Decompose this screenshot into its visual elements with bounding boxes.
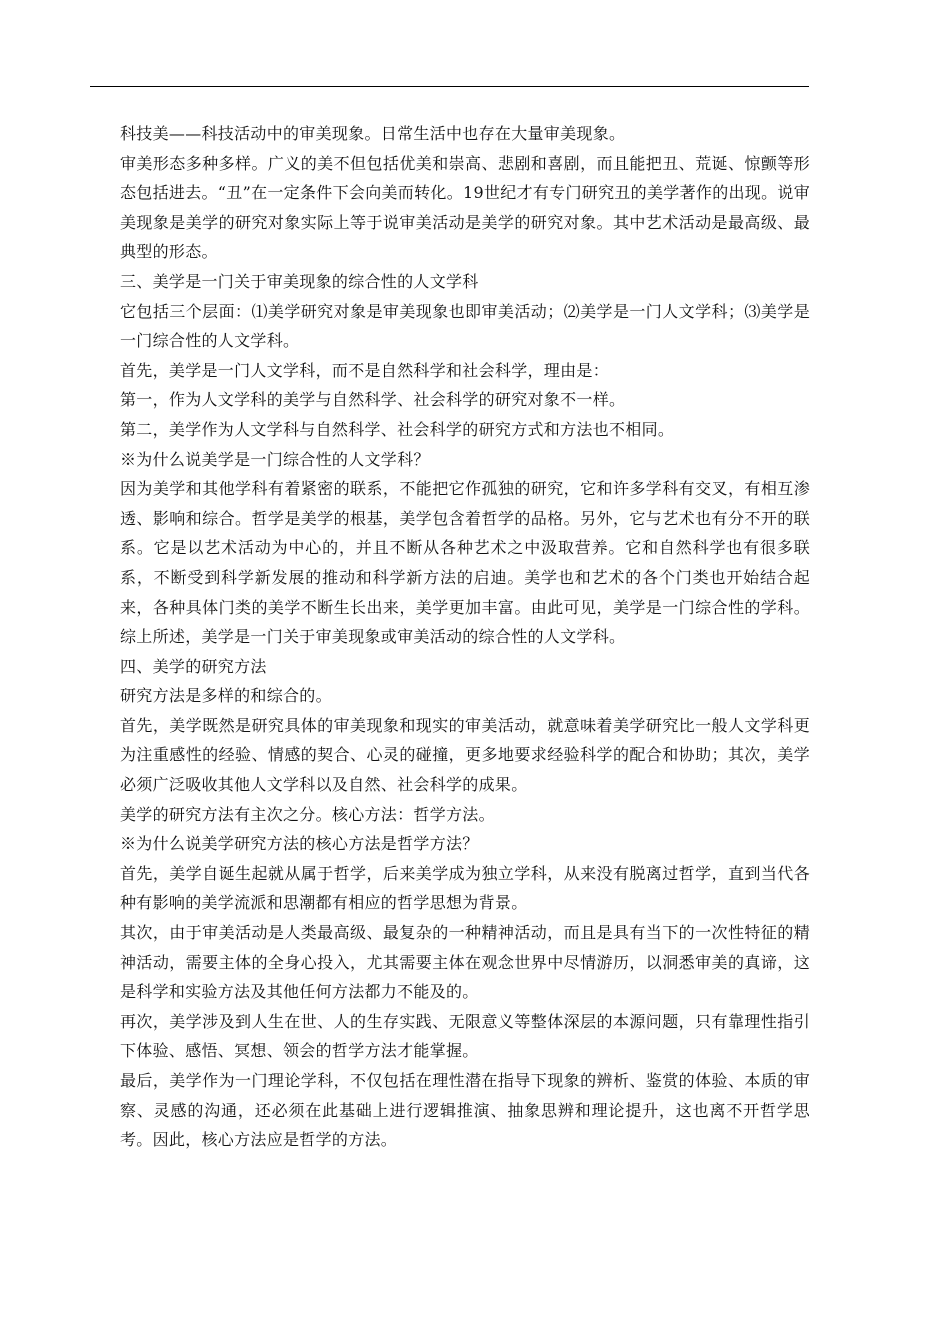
header-rule [90,86,809,87]
question-comprehensive: ※为什么说美学是一门综合性的人文学科？ [120,449,430,469]
paragraph-reason-two: 第二，美学作为人文学科与自然科学、社会科学的研究方式和方法也不相同。 [120,419,675,439]
paragraph-humanities-first: 首先，美学是一门人文学科，而不是自然科学和社会科学，理由是： [120,360,610,380]
paragraph-methods-diverse: 研究方法是多样的和综合的。 [120,686,332,706]
paragraph-aesthetic-forms: 审美形态多种多样。广义的美不但包括优美和崇高、悲剧和喜剧，而且能把丑、荒诞、惊颤等形态包括进去。“丑”在一定条件下会向美而转化。19世纪才有专门研究丑的美学著作的出现。说审美现象是美学的研究对象实际上等于说审美活动是美学的研究对象。其中艺术活动是最高级、最典型的形态。 [120,153,810,262]
paragraph-core-last: 最后，美学作为一门理论学科，不仅包括在理性潜在指导下现象的辨析、鉴赏的体验、本质的审察、灵感的沟通，还必须在此基础上进行逻辑推演、抽象思辨和理论提升，这也离不开哲学思考。因此，核心方法应是哲学的方法。 [120,1071,810,1150]
paragraph-core-third: 再次，美学涉及到人生在世、人的生存实践、无限意义等整体深层的本源问题，只有靠理性指引下体验、感悟、冥想、领会的哲学方法才能掌握。 [120,1011,810,1061]
document-body [120,119,810,1155]
paragraph-core-first: 首先，美学自诞生起就从属于哲学，后来美学成为独立学科，从来没有脱离过哲学，直到当代各种有影响的美学流派和思潮都有相应的哲学思想为背景。 [120,863,810,913]
paragraph-core-second: 其次，由于审美活动是人类最高级、最复杂的一种精神活动，而且是具有当下的一次性特征的精神活动，需要主体的全身心投入，尤其需要主体在观念世界中尽情游历，以洞悉审美的真谛，这是科学和实验方法及其他任何方法都力不能及的。 [120,923,810,1002]
paragraph-comprehensive-answer: 因为美学和其他学科有着紧密的联系，不能把它作孤独的研究，它和许多学科有交叉，有相互渗透、影响和综合。哲学是美学的根基，美学包含着哲学的品格。另外，它与艺术也有分不开的联系。它是以艺术活动为中心的，并且不断从各种艺术之中汲取营养。它和自然科学也有很多联系，不断受到科学新发展的推动和科学新方法的启迪。美学也和艺术的各个门类也开始结合起来，各种具体门类的美学不断生长出来，美学更加丰富。由此可见，美学是一门综合性的学科。综上所述，美学是一门关于审美现象或审美活动的综合性的人文学科。 [120,479,810,647]
paragraph-core-method: 美学的研究方法有主次之分。核心方法：哲学方法。 [120,804,495,824]
question-core-method: ※为什么说美学研究方法的核心方法是哲学方法？ [120,834,479,854]
paragraph-three-levels: 它包括三个层面：⑴美学研究对象是审美现象也即审美活动；⑵美学是一门人文学科；⑶美学是一门综合性的人文学科。 [120,301,810,351]
section-heading-3: 三、美学是一门关于审美现象的综合性的人文学科 [120,271,479,291]
section-heading-4: 四、美学的研究方法 [120,656,267,676]
paragraph-tech-beauty: 科技美——科技活动中的审美现象。日常生活中也存在大量审美现象。 [120,124,626,143]
paragraph-reason-one: 第一，作为人文学科的美学与自然科学、社会科学的研究对象不一样。 [120,390,626,410]
paragraph-methods-first: 首先，美学既然是研究具体的审美现象和现实的审美活动，就意味着美学研究比一般人文学科更为注重感性的经验、情感的契合、心灵的碰撞，更多地要求经验科学的配合和协助；其次，美学必须广泛吸收其他人文学科以及自然、社会科学的成果。 [120,715,810,795]
